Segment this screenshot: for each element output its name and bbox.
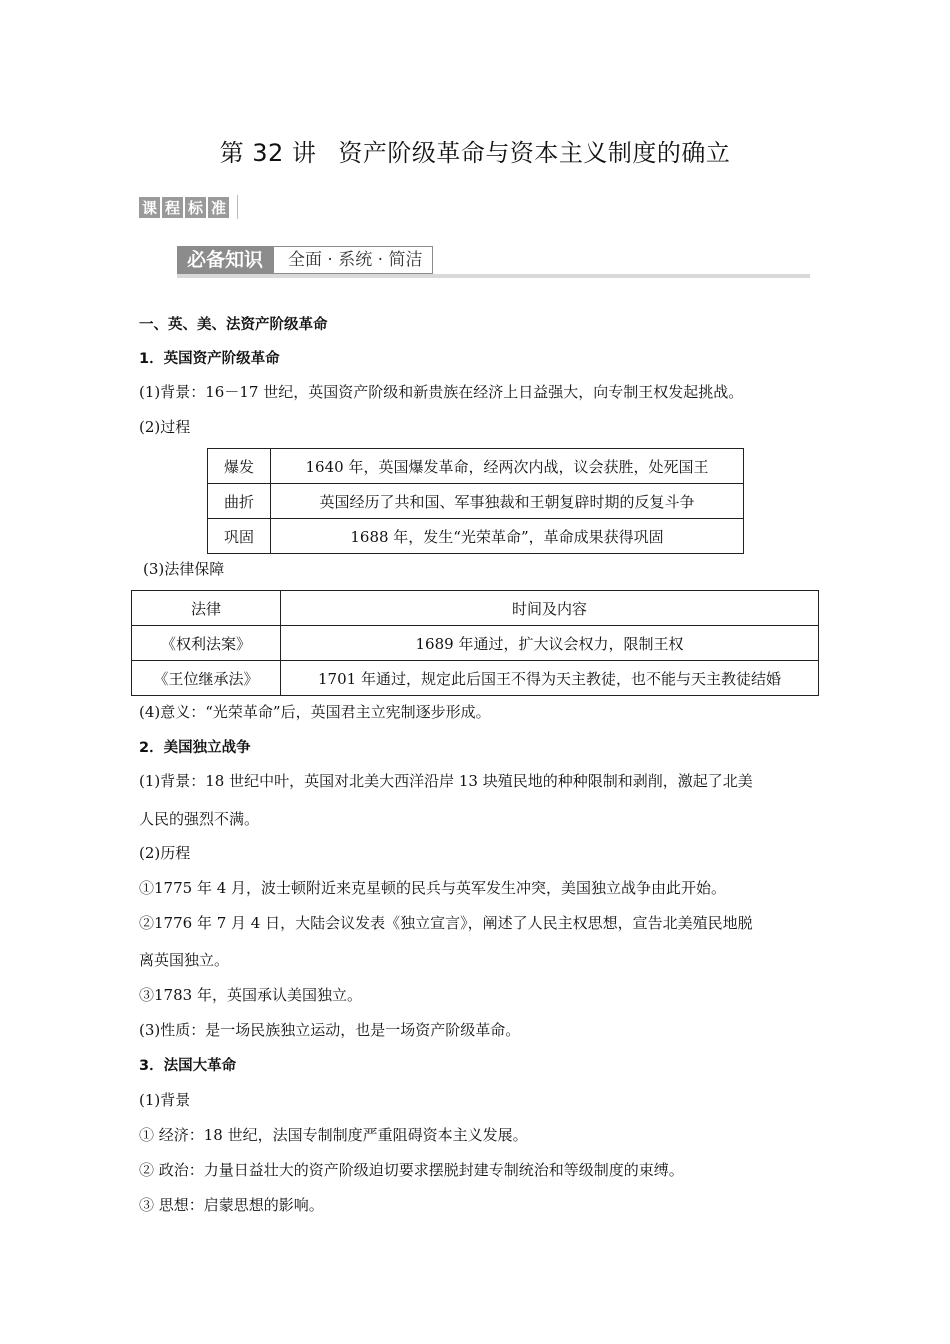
paragraph: (2)过程 xyxy=(139,418,191,436)
table-row xyxy=(208,449,744,484)
paragraph: (1)背景：16－17 世纪，英国资产阶级和新贵族在经济上日益强大，向专制王权发起挑战。 xyxy=(139,383,744,401)
table-row xyxy=(132,661,819,696)
lecture-number: 第 32 讲 xyxy=(219,139,317,167)
table-header-row xyxy=(132,591,819,626)
table-cell: 《王位继承法》 xyxy=(132,661,281,696)
badge-char: 程 xyxy=(162,197,183,218)
paragraph: (3)性质：是一场民族独立运动，也是一场资产阶级革命。 xyxy=(139,1021,521,1039)
table-cell: 1688 年，发生“光荣革命”，革命成果获得巩固 xyxy=(271,519,744,554)
paragraph: 离英国独立。 xyxy=(139,951,230,969)
subsection-heading: 1．英国资产阶级革命 xyxy=(139,351,280,367)
badge-divider xyxy=(237,195,238,219)
table-header: 法律 xyxy=(132,591,281,626)
banner-underline xyxy=(177,274,810,278)
paragraph: ③1783 年，英国承认美国独立。 xyxy=(139,986,362,1004)
table-cell: 爆发 xyxy=(208,449,271,484)
lecture-name: 资产阶级革命与资本主义制度的确立 xyxy=(338,139,731,167)
badge-char: 标 xyxy=(185,197,206,218)
badge-char: 准 xyxy=(208,197,229,218)
table-cell: 《权利法案》 xyxy=(132,626,281,661)
table-header: 时间及内容 xyxy=(281,591,819,626)
subsection-heading: 2．美国独立战争 xyxy=(139,740,251,756)
paragraph: ③ 思想：启蒙思想的影响。 xyxy=(139,1196,324,1214)
table-row xyxy=(208,484,744,519)
process-table xyxy=(207,448,744,554)
badge-char: 课 xyxy=(139,197,160,218)
paragraph: ② 政治：力量日益壮大的资产阶级迫切要求摆脱封建专制统治和等级制度的束缚。 xyxy=(139,1161,684,1179)
table-cell: 巩固 xyxy=(208,519,271,554)
table-cell: 1640 年，英国爆发革命，经两次内战，议会获胜，处死国王 xyxy=(271,449,744,484)
paragraph: ① 经济：18 世纪，法国专制制度严重阻碍资本主义发展。 xyxy=(139,1126,528,1144)
paragraph: 人民的强烈不满。 xyxy=(139,810,260,828)
paragraph: ①1775 年 4 月，波士顿附近来克星顿的民兵与英军发生冲突，美国独立战争由此开始。 xyxy=(139,879,727,897)
paragraph: (2)历程 xyxy=(139,844,191,862)
law-table xyxy=(131,590,819,696)
table-cell: 1701 年通过，规定此后国王不得为天主教徒，也不能与天主教徒结婚 xyxy=(281,661,819,696)
course-standard-badges xyxy=(139,195,238,219)
table-row xyxy=(132,626,819,661)
paragraph: ②1776 年 7 月 4 日，大陆会议发表《独立宣言》，阐述了人民主权思想，宣告北美殖民地脱 xyxy=(139,914,753,932)
section-heading: 一、英、美、法资产阶级革命 xyxy=(139,317,328,333)
paragraph: (1)背景：18 世纪中叶，英国对北美大西洋沿岸 13 块殖民地的种种限制和剥削，激起了北美 xyxy=(139,772,753,790)
page-title xyxy=(0,133,950,168)
banner-subtitle: 全面 · 系统 · 简洁 xyxy=(273,246,433,274)
banner-label: 必备知识 xyxy=(177,246,273,274)
table-cell: 曲折 xyxy=(208,484,271,519)
subsection-heading: 3．法国大革命 xyxy=(139,1058,237,1074)
paragraph: (1)背景 xyxy=(139,1091,191,1109)
table-cell: 英国经历了共和国、军事独裁和王朝复辟时期的反复斗争 xyxy=(271,484,744,519)
table-row xyxy=(208,519,744,554)
table-cell: 1689 年通过，扩大议会权力，限制王权 xyxy=(281,626,819,661)
paragraph: (4)意义：“光荣革命”后，英国君主立宪制逐步形成。 xyxy=(139,703,491,721)
paragraph: (3)法律保障 xyxy=(143,560,225,578)
section-banner xyxy=(177,246,433,274)
